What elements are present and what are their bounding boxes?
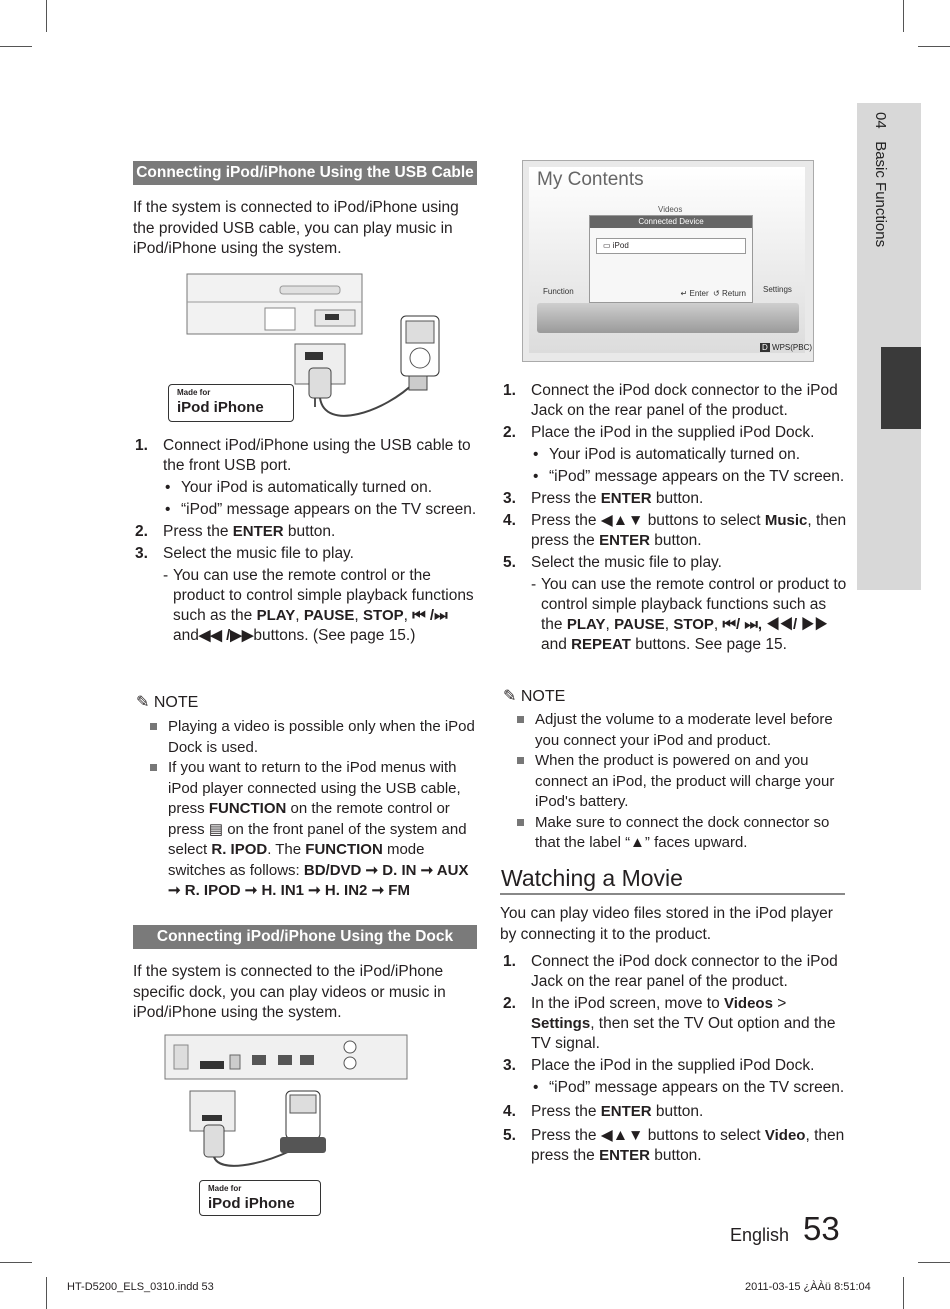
language-label: English [730, 1225, 790, 1245]
list-item: 4. Press the ◀▲▼ buttons to select Music, then press the ENTER button. [503, 512, 847, 549]
note-item: Adjust the volume to a moderate level before you connect your iPod and product. [513, 710, 849, 751]
chapter-tab-marker [881, 347, 921, 429]
crop-mark [903, 0, 904, 32]
function-button-icon: ▤ [208, 820, 224, 838]
usb-steps [135, 436, 480, 648]
pencil-icon: ✎ [503, 688, 517, 705]
menu-icon-bar [537, 303, 799, 333]
list-item: • “iPod” message appears on the TV screen. [529, 1078, 848, 1098]
usb-intro: If the system is connected to iPod/iPhone using the provided USB cable, you can play music in iPod/iPhone using the system. [133, 199, 459, 257]
section-heading-movie: Watching a Movie [501, 865, 683, 891]
list-item: 1. Connect iPod/iPhone using the USB cable to the front USB port. [135, 437, 471, 474]
ipod-iphone-logo: iPod iPhone [208, 1195, 295, 1212]
movie-steps [503, 952, 848, 1168]
list-item: 5. Press the ◀▲▼ buttons to select Video, then press the ENTER button. [503, 1127, 845, 1164]
list-item: • “iPod” message appears on the TV screen. [529, 467, 848, 487]
ipod-iphone-logo: iPod iPhone [177, 399, 264, 416]
popup-title: Connected Device [590, 216, 752, 228]
note-item: If you want to return to the iPod menus with iPod player connected using the USB cable, press FUNCTION on the remote control or press ▤ on the front panel of the system and select R. IPOD. The FUNCTION mode switches as follows: BD/DVD ➞ D. IN ➞ AUX ➞ R. IPOD ➞ H. IN1 ➞ H. IN2 ➞ FM [146, 758, 476, 902]
footer-date: 2011-03-15 ¿ÀÀü 8:51:04 [745, 1281, 871, 1293]
footer-file: HT-D5200_ELS_0310.indd 53 [67, 1281, 214, 1293]
list-item: 1. Connect the iPod dock connector to the iPod Jack on the rear panel of the product. [503, 382, 838, 419]
made-for-label: Made for [177, 388, 211, 397]
movie-intro: You can play video files stored in the iPod player by connecting it to the product. [500, 905, 833, 943]
crop-mark [903, 1277, 904, 1309]
crop-mark [918, 1262, 950, 1263]
crop-mark [46, 1277, 47, 1309]
crop-mark [46, 0, 47, 32]
list-item: - You can use the remote control or the product to control simple playback functions such as the PLAY, PAUSE, STOP, ⏮ /⏭ and◀◀ /▶▶buttons. (See page 15.) [161, 566, 480, 646]
list-item: 3. Press the ENTER button. [503, 490, 704, 507]
list-item: 2. Place the iPod in the supplied iPod Dock. [503, 424, 815, 441]
screen-function-label: Function [543, 287, 574, 296]
section-title-usb: Connecting iPod/iPhone Using the USB Cable [133, 161, 477, 185]
pencil-icon: ✎ [136, 694, 150, 711]
usb-notes [146, 717, 476, 902]
page-number: 53 [803, 1210, 840, 1247]
note-heading: ✎ NOTE [136, 694, 199, 711]
screen-videos-label: Videos [658, 205, 683, 214]
device-item[interactable]: ▭ iPod [596, 238, 746, 254]
made-for-ipod-badge [199, 1180, 321, 1216]
note-item: When the product is powered on and you connect an iPod, the product will charge your iPod's battery. [513, 751, 849, 813]
made-for-ipod-badge [168, 384, 294, 422]
screen-settings-label: Settings [763, 285, 792, 294]
list-item: 2. Press the ENTER button. [135, 523, 336, 540]
wps-label: D WPS(PBC) [762, 343, 813, 352]
section-title-dock: Connecting iPod/iPhone Using the Dock [133, 925, 477, 949]
list-item: 4. Press the ENTER button. [503, 1103, 704, 1120]
made-for-label: Made for [208, 1184, 242, 1193]
list-item: 1. Connect the iPod dock connector to the iPod Jack on the rear panel of the product. [503, 953, 838, 990]
dock-notes [513, 710, 849, 854]
crop-mark [0, 1262, 32, 1263]
popup-footer: ↵ Enter ↺ Return [680, 289, 746, 298]
list-item: • Your iPod is automatically turned on. [161, 478, 480, 498]
chapter-tab-label: 04 Basic Functions [872, 112, 889, 248]
crop-mark [918, 46, 950, 47]
tv-screen-illustration [522, 160, 814, 362]
dock-intro: If the system is connected to the iPod/iPhone specific dock, you can play videos or music in iPod/iPhone using the system. [133, 963, 446, 1021]
connected-device-popup [589, 215, 753, 303]
screen-title: My Contents [537, 169, 644, 190]
list-item: • Your iPod is automatically turned on. [529, 445, 848, 465]
list-item: 5. Select the music file to play. [503, 554, 722, 571]
list-item: 3. Place the iPod in the supplied iPod Dock. [503, 1057, 815, 1074]
note-item: Make sure to connect the dock connector so that the label “▲” faces upward. [513, 813, 849, 854]
list-item: - You can use the remote control or product to control simple playback functions such as the PLAY, PAUSE, STOP, ⏮/ ⏭, ◀◀/ ▶▶ and REPEAT buttons. See page 15. [529, 575, 848, 655]
dock-steps [503, 381, 848, 657]
list-item: 3. Select the music file to play. [135, 545, 354, 562]
crop-mark [0, 46, 32, 47]
list-item: • “iPod” message appears on the TV screen. [161, 500, 480, 520]
list-item: 2. In the iPod screen, move to Videos > Settings, then set the TV Out option and the TV signal. [503, 995, 836, 1052]
note-item: Playing a video is possible only when the iPod Dock is used. [146, 717, 476, 758]
heading-rule [500, 893, 845, 895]
dock-connection-illustration [160, 1033, 410, 1173]
note-heading: ✎ NOTE [503, 688, 566, 705]
